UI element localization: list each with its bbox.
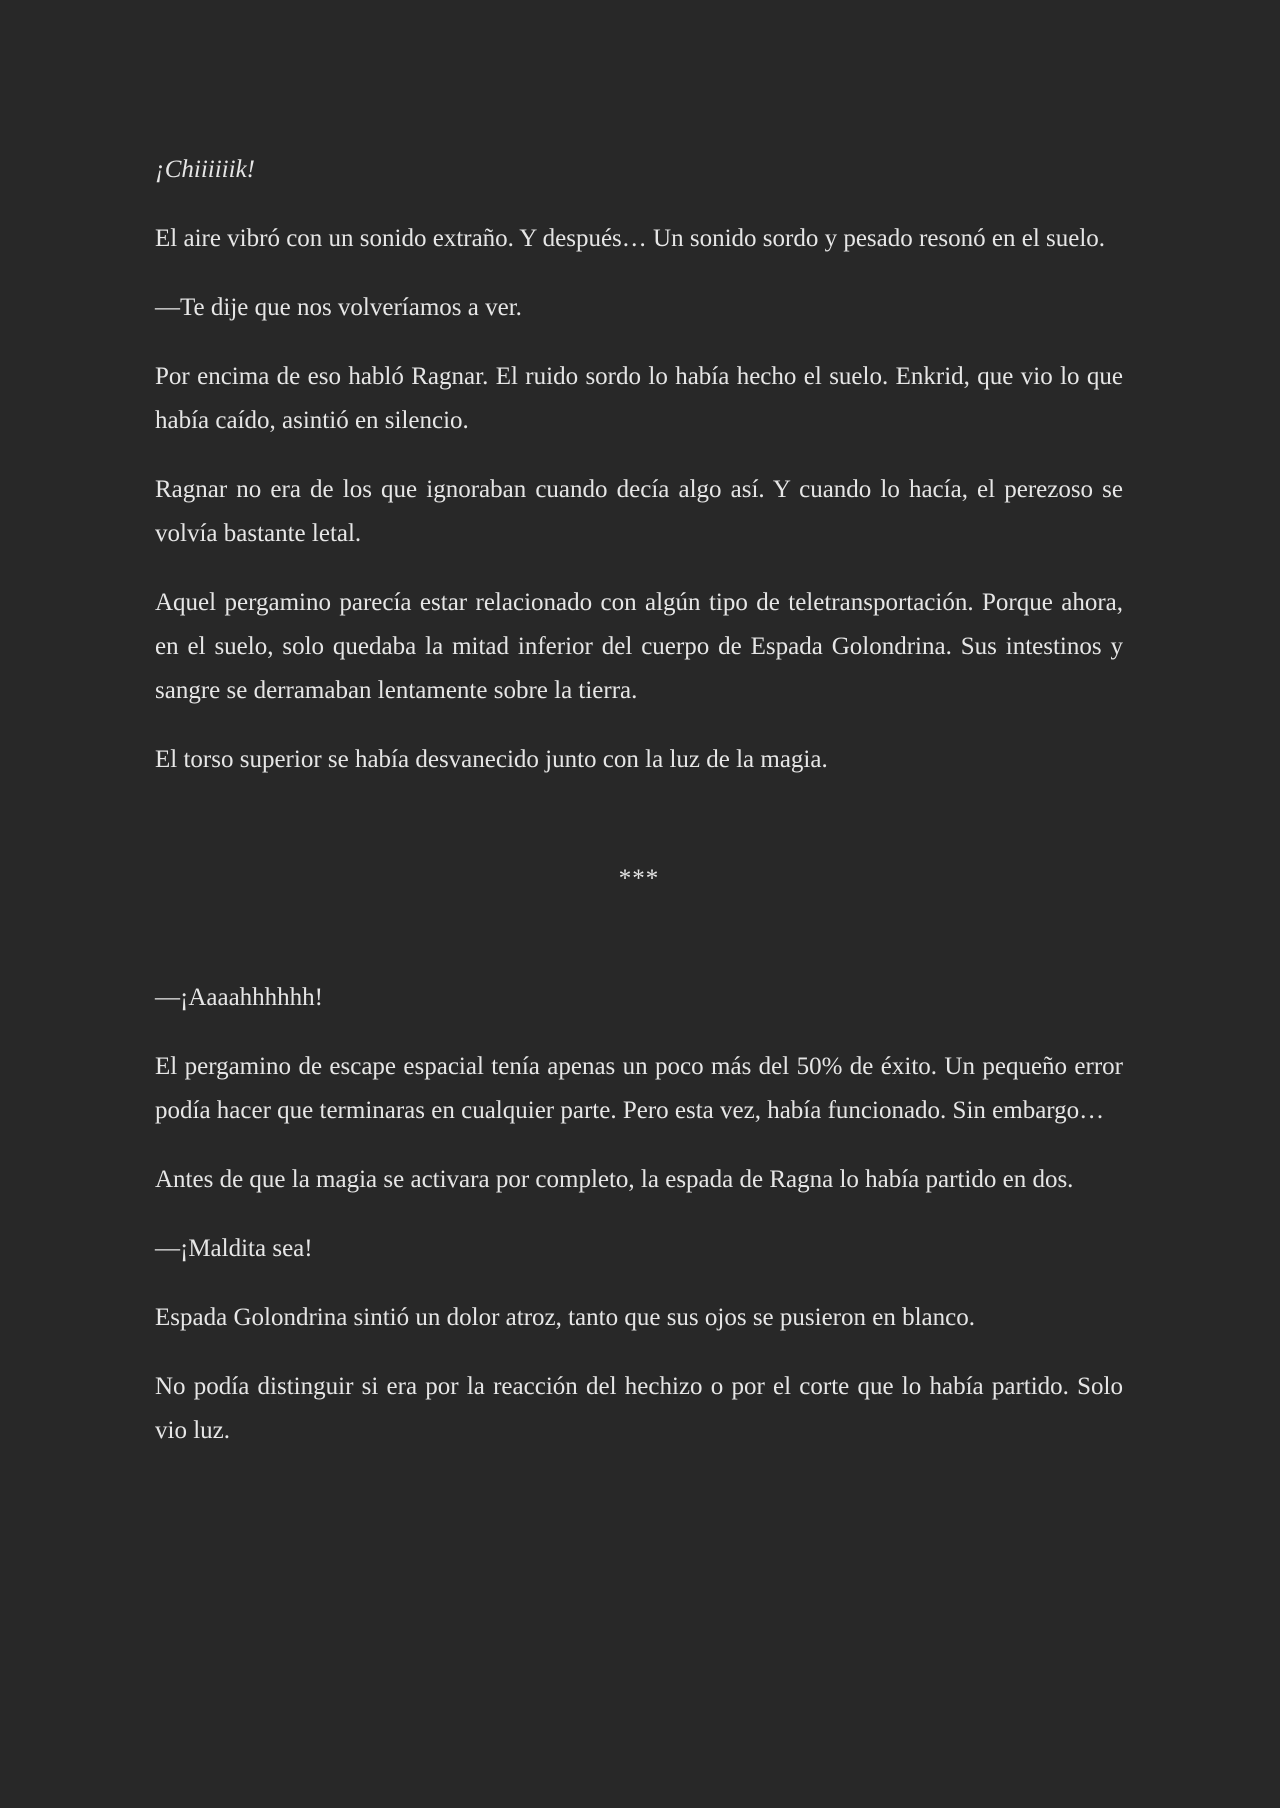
paragraph: El aire vibró con un sonido extraño. Y después… Un sonido sordo y pesado resonó en el suelo.: [155, 225, 1106, 252]
paragraph: El torso superior se había desvanecido junto con la luz de la magia.: [155, 746, 828, 773]
paragraph: Aquel pergamino parecía estar relacionado con algún tipo de teletransportación. Porque ahora, en el suelo, solo quedaba la mitad inferior del cuerpo de Espada Golondrina. Sus intestinos y sangre se derramaban lentamente sobre la tierra.: [155, 589, 1123, 704]
paragraph: Por encima de eso habló Ragnar. El ruido sordo lo había hecho el suelo. Enkrid, que vio lo que había caído, asintió en silencio.: [155, 363, 1123, 434]
paragraph-dialogue: —¡Maldita sea!: [155, 1235, 313, 1262]
scene-break-divider: ***: [618, 865, 660, 892]
paragraph: Espada Golondrina sintió un dolor atroz, tanto que sus ojos se pusieron en blanco.: [155, 1304, 975, 1331]
paragraph: No podía distinguir si era por la reacción del hechizo o por el corte que lo había partido. Solo vio luz.: [155, 1373, 1123, 1444]
chapter-text: [155, 148, 1123, 1478]
paragraph: El pergamino de escape espacial tenía apenas un poco más del 50% de éxito. Un pequeño error podía hacer que terminaras en cualquier parte. Pero esta vez, había funcionado. Sin embargo…: [155, 1053, 1123, 1124]
paragraph: Ragnar no era de los que ignoraban cuando decía algo así. Y cuando lo hacía, el perezoso se volvía bastante letal.: [155, 476, 1123, 547]
paragraph: Antes de que la magia se activara por completo, la espada de Ragna lo había partido en dos.: [155, 1166, 1074, 1193]
paragraph-dialogue: —Te dije que nos volveríamos a ver.: [155, 294, 522, 321]
paragraph-dialogue: —¡Aaaahhhhhh!: [155, 984, 323, 1011]
paragraph-sound-effect: ¡Chiiiiiik!: [155, 156, 255, 183]
